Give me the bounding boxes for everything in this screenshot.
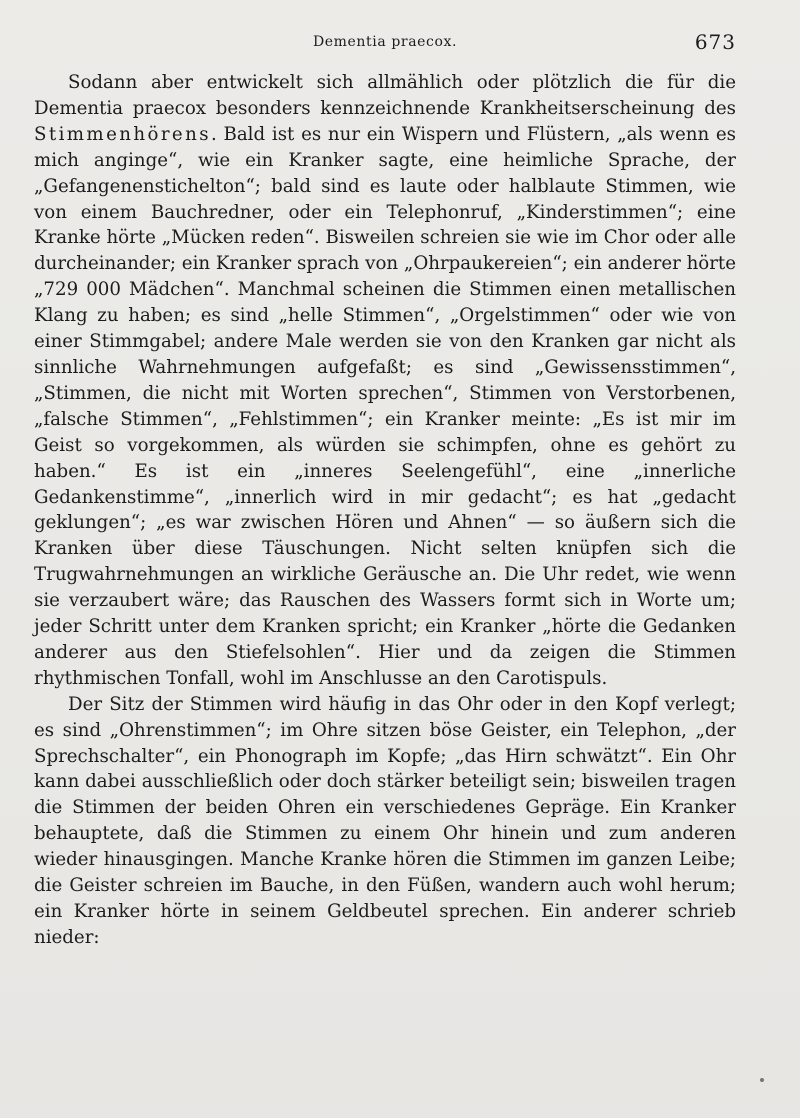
running-title: Dementia praecox.: [312, 34, 458, 50]
paragraph-text-rest: . Bald ist es nur ein Wispern und Flüstern, „als wenn es mich anginge“, wie ein Kranker sagte, eine heimliche Sprache, der „Gefangenenstichelton“; bald sind es laute oder halblaute Stimmen, wie von einem Bauchredner, oder ein Telephonruf, „Kinderstimmen“; eine Kranke hörte „Mücken reden“. Bisweilen schreien sie wie im Chor oder alle durcheinander; ein Kranker sprach von „Ohrpaukereien“; ein anderer hörte „729 000 Mädchen“. Manchmal scheinen die Stimmen einen metallischen Klang zu haben; es sind „helle Stimmen“, „Orgelstimmen“ oder wie von einer Stimmgabel; andere Male werden sie von den Kranken gar nicht als sinnliche Wahrnehmungen aufgefaßt; es sind „Gewissensstimmen“, „Stimmen, die nicht mit Worten sprechen“, Stimmen von Verstorbenen, „falsche Stimmen“, „Fehlstimmen“; ein Kranker meinte: „Es ist mir im Geist so vorgekommen, als würden sie schimpfen, ohne es gehört zu haben.“ Es ist ein „inneres Seelengefühl“, eine „innerliche Gedankenstimme“, „innerlich wird in mir gedacht“; es hat „gedacht geklungen“; „es war zwischen Hören und Ahnen“ — so äußern sich die Kranken über diese Täuschungen. Nicht selten knüpfen sich die Trugwahrnehmungen an wirkliche Geräusche an. Die Uhr redet, wie wenn sie verzaubert wäre; das Rauschen des Wassers formt sich in Worte um; jeder Schritt unter dem Kranken spricht; ein Kranker „hörte die Gedanken anderer aus den Stiefelsohlen“. Hier und da zeigen die Stimmen rhythmischen Tonfall, wohl im Anschlusse an den Carotispuls.: [34, 123, 736, 689]
page-number: 673: [694, 30, 736, 54]
paragraph-sitz-der-stimmen: Der Sitz der Stimmen wird häufig in das Ohr oder in den Kopf verlegt; es sind „Ohrenstimmen“; im Ohre sitzen böse Geister, ein Telephon, „der Sprechschalter“, ein Phonograph im Kopfe; „das Hirn schwätzt“. Ein Ohr kann dabei ausschließlich oder doch stärker beteiligt sein; bisweilen tragen die Stimmen der beiden Ohren ein verschiedenes Gepräge. Ein Kranker behauptete, daß die Stimmen zu einem Ohr hinein und zum anderen wieder hinausgingen. Manche Kranke hören die Stimmen im ganzen Leibe; die Geister schreien im Bauche, in den Füßen, wandern auch wohl herum; ein Kranker hörte in seinem Geldbeutel sprechen. Ein anderer schrieb nieder:: [34, 693, 736, 948]
paper-speck: [760, 1078, 764, 1082]
paragraph-text-start: Sodann aber entwickelt sich allmählich oder plötzlich die für die Dementia praecox besonders kennzeichnende Krankheitserscheinung des: [34, 72, 736, 119]
page-header: [34, 30, 736, 60]
paragraph-stimmenhoeren: [34, 70, 736, 692]
body-text: [34, 70, 736, 951]
emphasized-term: Stimmenhörens: [34, 123, 211, 145]
